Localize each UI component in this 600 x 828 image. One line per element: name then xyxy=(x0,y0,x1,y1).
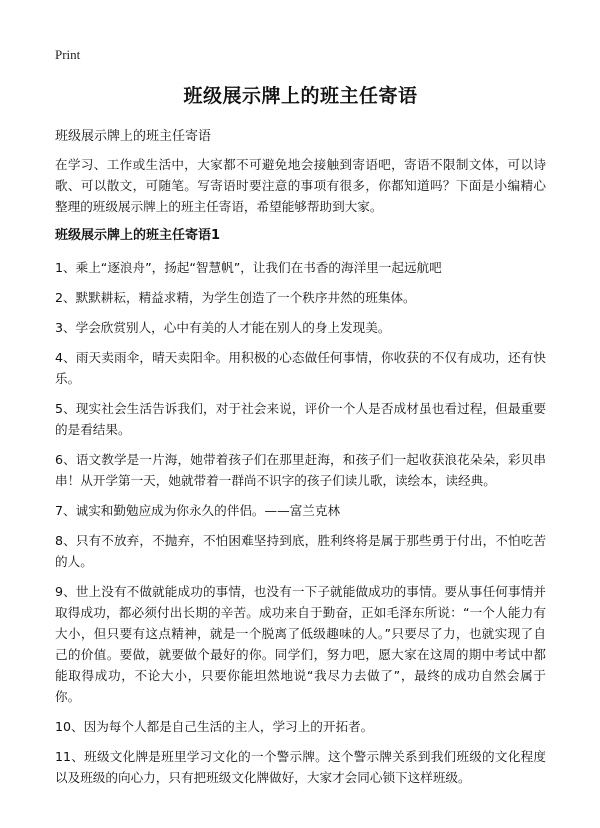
list-item: 4、雨天卖雨伞，晴天卖阳伞。用积极的心态做任何事情，你收获的不仅有成功，还有快乐。 xyxy=(55,350,546,386)
list-item: 3、学会欣赏别人，心中有美的人才能在别人的身上发现美。 xyxy=(55,320,391,335)
intro-paragraph: 在学习、工作或生活中，大家都不可避免地会接触到寄语吧，寄语不限制文体，可以诗歌、可以散文，可随笔。写寄语时要注意的事项有很多，你都知道吗？下面是小编精心整理的班级展示牌上的班主任寄语，希望能够帮助到大家。 xyxy=(55,157,546,214)
page-title: 班级展示牌上的班主任寄语 xyxy=(183,85,418,107)
list-item: 2、默默耕耘，精益求精，为学生创造了一个秩序井然的班集体。 xyxy=(55,290,416,305)
list-item: 7、诚实和勤勉应成为你永久的伴侣。——富兰克林 xyxy=(55,503,341,518)
list-item: 6、语文教学是一片海，她带着孩子们在那里赶海，和孩子们一起收获浪花朵朵，彩贝串串！从开学第一天，她就带着一群尚不识字的孩子们读儿歌，读绘本，读经典。 xyxy=(55,452,546,488)
list-item: 1、乘上“逐浪舟”，扬起“智慧帆”，让我们在书香的海洋里一起远航吧 xyxy=(55,260,442,275)
list-item: 9、世上没有不做就能成功的事情，也没有一下子就能做成功的事情。要从事任何事情并取得成功，都必须付出长期的辛苦。成功来自于勤奋，正如毛泽东所说：“一个人能力有大小，但只要有这点精神，就是一个脱离了低级趣味的人。”只要尽了力，也就实现了自己的价值。要做，就要做个最好的你。同学们，努力吧，愿大家在这周的期中考试中都能取得成功，不论大小，只要你能坦然地说“我尽力去做了”，最终的成功自然会属于你。 xyxy=(55,584,546,704)
document-subtitle: 班级展示牌上的班主任寄语 xyxy=(55,129,212,144)
section-heading-text: 班级展示牌上的班主任寄语1 xyxy=(55,228,221,243)
list-item: 5、现实社会生活告诉我们，对于社会来说，评价一个人是否成材虽也看过程，但最重要的是看结果。 xyxy=(55,401,546,437)
list-item: 8、只有不放弃，不抛弃，不怕困难坚持到底，胜利终将是属于那些勇于付出，不怕吃苦的人。 xyxy=(55,533,546,569)
list-item: 10、因为每个人都是自己生活的主人，学习上的开拓者。 xyxy=(55,719,374,734)
print-link[interactable]: Print xyxy=(55,47,81,62)
section-heading xyxy=(55,226,546,246)
list-item: 11、班级文化牌是班里学习文化的一个警示牌。这个警示牌关系到我们班级的文化程度以及班级的向心力，只有把班级文化牌做好，大家才会同心锁下这样班级。 xyxy=(55,749,546,785)
